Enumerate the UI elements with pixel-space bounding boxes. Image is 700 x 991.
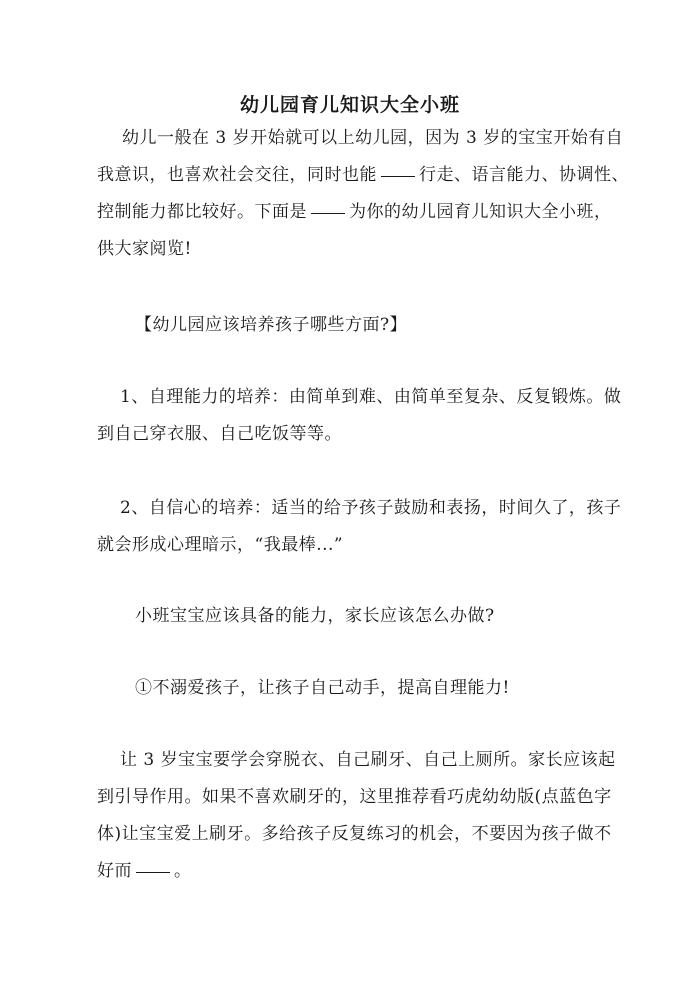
- question-text: 小班宝宝应该具备的能力，家长应该怎么办做?: [135, 606, 495, 626]
- last-paragraph: [97, 742, 616, 890]
- last-line-2: 到引导作用。如果不喜欢刷牙的，这里推荐看巧虎幼幼版(点蓝色字: [97, 787, 612, 807]
- last-line-4b: 。: [174, 861, 192, 881]
- item-1-line-1: 1、自理能力的培养：由简单到难、由简单至复杂、反复锻炼。做: [120, 387, 622, 407]
- intro-line-1: 幼儿一般在 3 岁开始就可以上幼儿园，因为 3 岁的宝宝开始有自: [122, 128, 624, 148]
- last-line-4a: 好而: [97, 861, 132, 881]
- item-2-line-2: 就会形成心理暗示，“我最棒...”: [97, 535, 344, 555]
- intro-line-2: [97, 157, 629, 194]
- section-heading-text: 【幼儿园应该培养孩子哪些方面?】: [135, 315, 408, 335]
- item-1-paragraph: [97, 379, 622, 453]
- last-line-4: [97, 853, 597, 890]
- fill-blank: [136, 871, 170, 873]
- intro-paragraph: [97, 120, 629, 268]
- fill-blank: [381, 175, 415, 177]
- point-1-paragraph: [135, 670, 615, 707]
- item-1-line-2: 到自己穿衣服、自己吃饭等等。: [97, 424, 342, 444]
- intro-line-3a: 控制能力都比较好。下面是: [97, 202, 307, 222]
- question-paragraph: [135, 598, 615, 635]
- last-line-1: 让 3 岁宝宝要学会穿脱衣、自己刷牙、自己上厕所。家长应该起: [120, 750, 616, 770]
- item-2-line-1: 2、自信心的培养：适当的给予孩子鼓励和表扬，时间久了，孩子: [120, 498, 622, 518]
- document-title: 幼儿园育儿知识大全小班: [239, 94, 460, 116]
- intro-line-2a: 我意识，也喜欢社会交往，同时也能: [97, 165, 377, 185]
- fill-blank: [311, 212, 345, 214]
- item-2-paragraph: [97, 490, 622, 564]
- intro-line-4: 供大家阅览!: [97, 239, 192, 259]
- section-heading: [135, 307, 615, 344]
- intro-line-2b: 行走、语言能力、协调性、: [419, 165, 629, 185]
- intro-line-3: [97, 194, 612, 231]
- last-line-3: 体)让宝宝爱上刷牙。多给孩子反复练习的机会，不要因为孩子做不: [97, 824, 612, 844]
- intro-line-3b: 为你的幼儿园育儿知识大全小班，: [349, 202, 612, 222]
- point-1-text: ①不溺爱孩子，让孩子自己动手，提高自理能力!: [135, 678, 510, 698]
